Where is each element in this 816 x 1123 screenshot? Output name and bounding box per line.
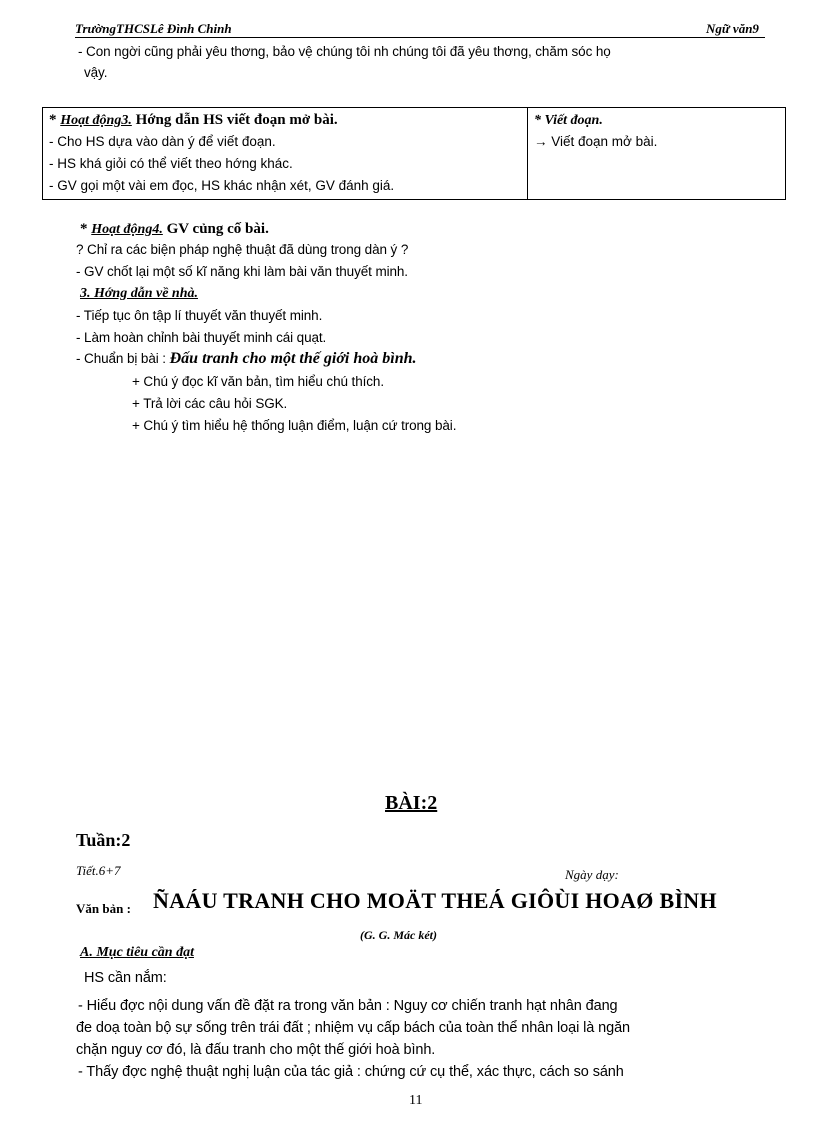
- activity3-line-3: - GV gọi một vài em đọc, HS khác nhận xét, GV đánh giá.: [49, 178, 395, 193]
- activity3-line-1: - Cho HS dựa vào dàn ý để viết đoạn.: [49, 134, 276, 149]
- objective-line-4: - Thấy đợc nghệ thuật nghị luận của tác giả : chứng cứ cụ thể, xác thực, cách so sánh: [78, 1064, 624, 1080]
- homework-prepare: - Chuẩn bị bài : Đấu tranh cho một thế giới hoà bình.: [76, 350, 417, 367]
- header-subject: Ngữ văn9: [706, 21, 759, 36]
- write-paragraph-heading: * Viết đoạn.: [534, 113, 603, 128]
- activity4-label: Hoạt động4.: [91, 222, 163, 237]
- activity3-heading: * Hoạt động3. Hớng dẫn HS viết đoạn mở bài.: [49, 112, 338, 128]
- write-intro-item: → Viết đoạn mở bài.: [534, 134, 658, 149]
- text-title: ÑAÁU TRANH CHO MOÄT THEÁ GIÔÙI HOAØ BÌNH: [153, 888, 717, 913]
- activity4-line-2: - GV chốt lại một số kĩ năng khi làm bài văn thuyết minh.: [76, 264, 408, 279]
- activity4-heading: * Hoạt động4. GV củng cố bài.: [80, 221, 269, 237]
- intro-line-2: vậy.: [84, 65, 108, 80]
- header-school: TrườngTHCSLê Đình Chinh: [75, 21, 232, 36]
- activity3-left-cell: [43, 108, 528, 200]
- lesson-period: Tiết.6+7: [76, 863, 121, 878]
- lesson-title: BÀI:2: [385, 792, 438, 814]
- activity3-right-cell: [528, 108, 786, 200]
- objective-line-1: - Hiểu đợc nội dung vấn đề đặt ra trong văn bản : Nguy cơ chiến tranh hạt nhân đang: [78, 998, 618, 1014]
- arrow-right-icon: →: [534, 134, 548, 149]
- activity3-title: Hớng dẫn HS viết đoạn mở bài.: [131, 112, 338, 128]
- students-label: HS cần nắm:: [84, 970, 167, 986]
- homework-sub-2: + Trả lời các câu hỏi SGK.: [132, 396, 288, 411]
- lesson-date-label: Ngày dạy:: [565, 867, 619, 882]
- prepare-title: Đấu tranh cho một thế giới hoà bình.: [169, 350, 417, 367]
- homework-sub-1: + Chú ý đọc kĩ văn bản, tìm hiểu chú thích.: [132, 374, 384, 389]
- activity3-line-2: - HS khá giỏi có thể viết theo hớng khác.: [49, 156, 293, 171]
- page-number: 11: [409, 1093, 423, 1108]
- homework-line-2: - Làm hoàn chỉnh bài thuyết minh cái quạt.: [76, 330, 327, 345]
- lesson-week: Tuần:2: [76, 830, 131, 850]
- activity4-title: GV củng cố bài.: [162, 221, 269, 237]
- homework-line-1: - Tiếp tục ôn tập lí thuyết văn thuyết minh.: [76, 308, 323, 323]
- section-a-heading: A. Mục tiêu cần đạt: [80, 945, 194, 960]
- text-label: Văn bản :: [76, 901, 131, 916]
- objective-line-3: chặn nguy cơ đó, là đấu tranh cho một thế giới hoà bình.: [76, 1042, 436, 1058]
- activity3-table: [42, 107, 786, 200]
- objective-line-2: đe doạ toàn bộ sự sống trên trái đất ; nhiệm vụ cấp bách của toàn thể nhân loại là ngăn: [76, 1020, 631, 1036]
- header-rule: [75, 37, 765, 38]
- homework-sub-3: + Chú ý tìm hiểu hệ thống luận điểm, luận cứ trong bài.: [132, 418, 457, 433]
- homework-heading: 3. Hớng dẫn về nhà.: [80, 286, 198, 301]
- activity3-label: Hoạt động3.: [60, 113, 132, 128]
- text-author: (G. G. Mác két): [360, 928, 437, 942]
- intro-line-1: - Con ngời cũng phải yêu thơng, bảo vệ chúng tôi nh chúng tôi đã yêu thơng, chăm sóc họ: [78, 44, 611, 59]
- activity4-line-1: ? Chỉ ra các biện pháp nghệ thuật đã dùng trong dàn ý ?: [76, 242, 409, 257]
